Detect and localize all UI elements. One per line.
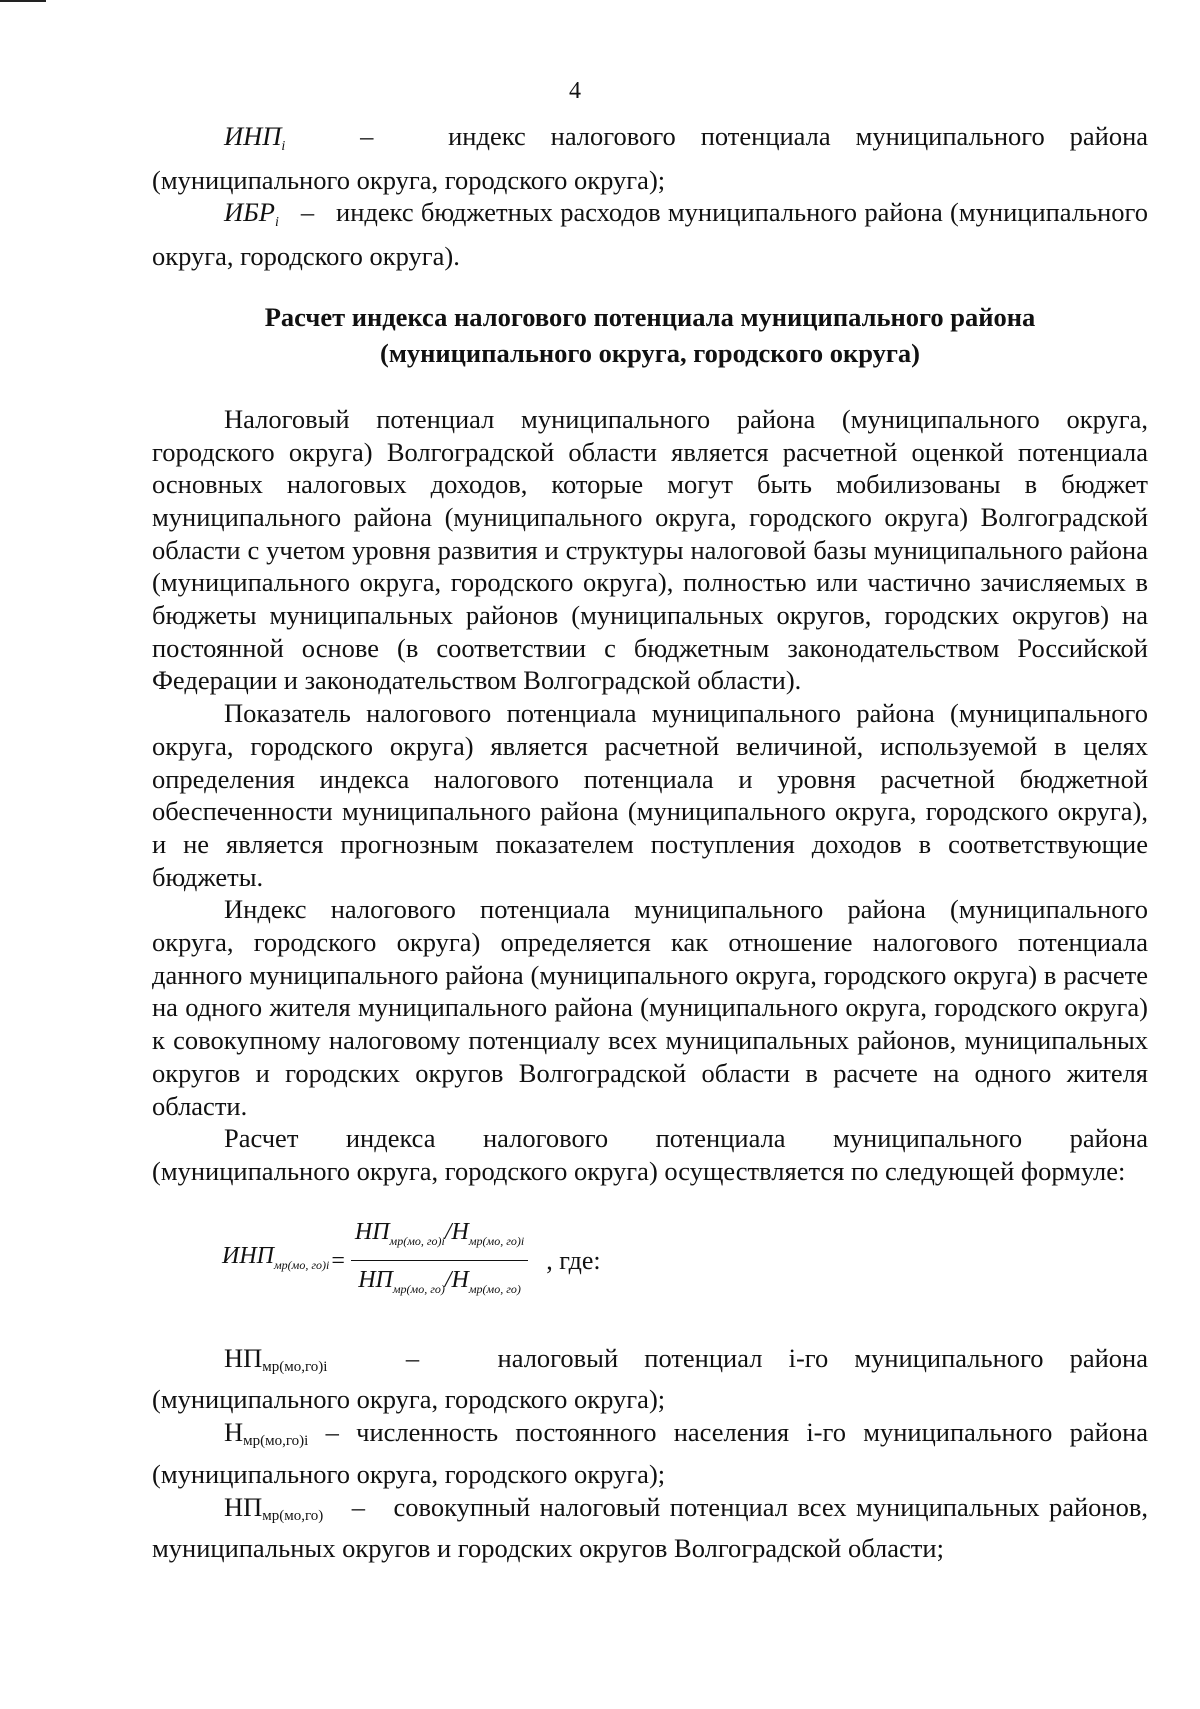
heading-line-1: Расчет индекса налогового потенциала муниципального района [264,301,1036,332]
definition-n-i: $Н_{мр(мо,го)i}$ – численность постоянного населения i-го муниципального района (муниципального округа, городского округа); [152,1417,1149,1489]
formula-denominator: $НП_{мр(мо, го)}/Н_{мр(мо, го)}$ [358,1267,521,1297]
section-heading [152,299,1148,371]
formula-numerator: $НП_{мр(мо, го)i}/Н_{мр(мо, го)i}$ [351,1216,528,1262]
paragraph-3: Индекс налогового потенциала муниципального района (муниципального округа, городского округа) определяется как отношение налогового потенциала данного муниципального района (муниципального округа, городского округа) в расчете на одного жителя муниципального района (муниципального округа, городского округа) к совокупному налоговому потенциалу всех муниципальных районов, муниципальных округов и городских округов Волгоградской области в расчете на одного жителя области. [152,894,1148,1121]
definition-inp: ИНПi – индекс налогового потенциала муниципального района (муниципального округа, городского округа); [152,121,1149,195]
formula-block [152,1208,1148,1326]
formula-equals: = [331,1247,345,1274]
formula-fraction [351,1216,528,1306]
formula-lhs: $ИНП_{мр(мо, го)i}$ [222,1243,330,1273]
heading-line-2: (муниципального округа, городского округа) [380,337,920,368]
definition-ibr: ИБРi – индекс бюджетных расходов муниципального района (муниципального округа, городского округа). [152,197,1148,272]
page-number: 4 [569,78,581,104]
paragraph-4: Расчет индекса налогового потенциала муниципального района (муниципального округа, городского округа) осуществляется по следующей формуле: [152,1123,1148,1186]
formula-where: , где: [546,1245,601,1275]
formula [222,1216,601,1306]
scan-edge-mark [0,0,46,2]
definition-np-total: $НП_{мр(мо,го)}$ – совокупный налоговый потенциал всех муниципальных районов, муниципальных округов и городских округов Волгоградской области; [152,1491,1149,1564]
page-content [152,120,1148,1565]
paragraph-1: Налоговый потенциал муниципального района (муниципального округа, городского округа) Волгоградской области является расчетной оценкой потенциала основных налоговых доходов, которые могут быть мобилизованы в бюджет муниципального района (муниципального округа, городского округа) Волгоградской области с учетом уровня развития и структуры налоговой базы муниципального района (муниципального округа, городского округа), полностью или частично зачисляемых в бюджеты муниципальных районов (муниципальных округов, городских округов) на постоянной основе (в соответствии с бюджетным законодательством Российской Федерации и законодательством Волгоградской области). [152,403,1148,696]
paragraph-2: Показатель налогового потенциала муниципального района (муниципального округа, городского округа) является расчетной величиной, используемой в целях определения индекса налогового потенциала и уровня расчетной бюджетной обеспеченности муниципального района (муниципального округа, городского округа), и не является прогнозным показателем поступления доходов в соответствующие бюджеты. [152,698,1148,892]
definition-np-i: $НП_{мр(мо,го)i}$ – налоговый потенциал i-го муниципального района (муниципального округа, городского округа); [152,1342,1149,1415]
